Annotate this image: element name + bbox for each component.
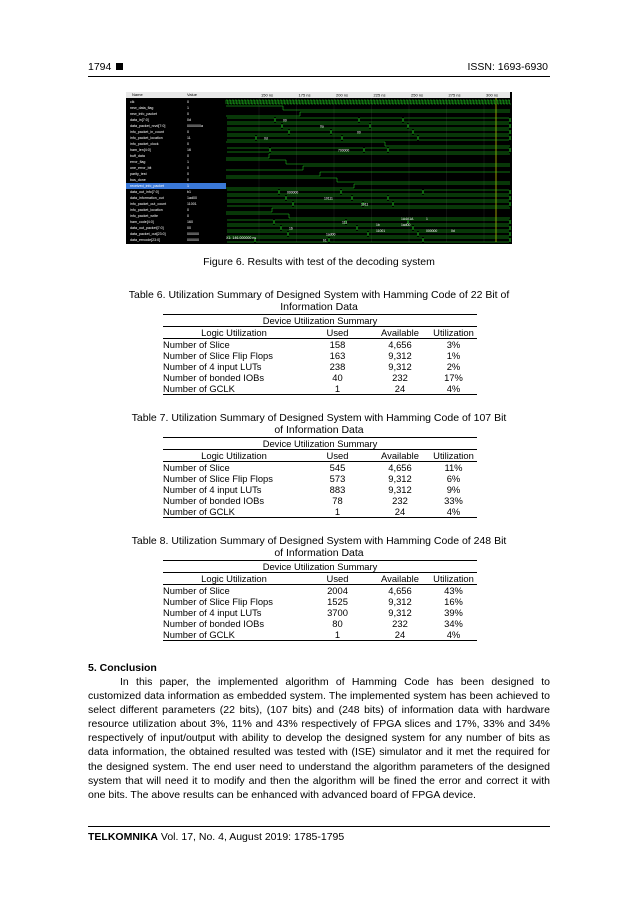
bus-value-label: 0d [264, 136, 268, 141]
table-cell: Number of GCLK [163, 383, 305, 395]
utilization-table [163, 437, 477, 518]
table-cell: 9,312 [388, 361, 412, 372]
signal-name: ham_len[4:0] [130, 148, 151, 152]
signal-name: info_packet_write [130, 214, 158, 218]
waveform-traces [126, 92, 512, 244]
sim-header-value: Value [187, 92, 197, 97]
table-cell: 4,656 [388, 585, 412, 596]
signal-name: parity_test [130, 172, 147, 176]
bus-trace [227, 148, 511, 152]
bus-value-label: 00 [283, 118, 287, 123]
table-row [163, 350, 477, 361]
table-cell: 34% [444, 618, 463, 629]
signal-value: b1 [187, 190, 191, 194]
table-cell: 3700 [327, 607, 348, 618]
signal-value: 1ad00 [187, 196, 197, 200]
bus-value-label: 1b [376, 223, 380, 227]
signal-name: ham_code[4:0] [130, 220, 154, 224]
signal-value: 0 [187, 130, 189, 134]
table-cell: 1 [305, 383, 370, 395]
column-header: Logic Utilization [163, 450, 305, 462]
table-cell: 545 [329, 462, 346, 473]
conclusion-paragraph: In this paper, the implemented algorithm of Hamming Code has been designed to customized data information as embedded system. The implemented system has been achieved to select different parameters (22 bits), (107 bits) and (248 bits) of information data with hardware resource utilization about 3%, 11% and 43% respectively of FPGA slices and 17%, 33% and 34% respectively of input/output with ability to develop the designed system for any number of bits as data information, the obtained resulted was tested with (ISE) simulator and it met the required for the designed system. The end user need to understand the algorithm parameters of the designed system that will need it to modify and then the algorithm will be fined the error and correct it with one bits. The above results can be enhanced with advanced board of FPGA device. [88, 676, 550, 801]
bus-value-label: 10111 [324, 196, 333, 201]
bit-trace [226, 166, 510, 170]
bit-trace [226, 178, 510, 182]
bus-value-label: 1011 [361, 202, 369, 207]
table-cell: 238 [329, 361, 346, 372]
table-caption: Table 8. Utilization Summary of Designed System with Hamming Code of 248 Bit of Information Data [131, 535, 507, 559]
bus-trace [227, 136, 511, 140]
sim-cursor-readout: X1: 146.000000 ns [226, 236, 257, 240]
table-cell: 24 [370, 629, 430, 641]
bit-trace [226, 172, 510, 176]
signal-value: 0d [187, 118, 191, 122]
bus-value-label: 16 [289, 226, 293, 231]
signal-name: error_flag [130, 160, 146, 164]
bus-trace [227, 130, 511, 134]
table-row [163, 596, 477, 607]
bus-value-label: 111 [342, 220, 348, 225]
signal-value: 0 [187, 178, 189, 182]
table-cell: 24 [370, 506, 430, 518]
table-cell: 1 [305, 506, 370, 518]
bit-trace [226, 106, 510, 110]
table-cell: 2% [446, 361, 461, 372]
signal-name: info_packet_out_count [130, 202, 167, 206]
table-cell: 80 [332, 618, 343, 629]
signal-value: 1 [187, 106, 189, 110]
table-cell: 4% [430, 629, 477, 641]
bus-value-label: 1ad00 [401, 223, 411, 227]
section-heading: 5. Conclusion [88, 662, 157, 674]
table-cell: 43% [444, 585, 463, 596]
signal-value: 0 [187, 208, 189, 212]
table-cell: Number of 4 input LUTs [163, 607, 262, 618]
bus-value-label: 000000 [287, 190, 299, 195]
bus-trace [227, 220, 511, 224]
bus-trace [227, 238, 511, 242]
signal-name: one_error_bit [130, 166, 152, 170]
table-summary-title: Device Utilization Summary [163, 315, 477, 327]
table-cell: 3% [446, 339, 461, 350]
bus-value-label: b1 [323, 238, 327, 243]
bus-value-label: 00 [357, 130, 361, 135]
bus-value-label: 700000 [338, 148, 350, 153]
table-row [163, 372, 477, 383]
signal-name: bus_done [130, 178, 146, 182]
table-cell: 1 [305, 629, 370, 641]
footer-rule [88, 826, 550, 827]
signal-value: 00 [187, 226, 191, 230]
table-cell: 24 [370, 383, 430, 395]
time-marker-label: 275 ns [448, 92, 461, 98]
column-header: Logic Utilization [163, 573, 305, 585]
signal-name: buff_data [130, 154, 145, 158]
signal-value: 11 [187, 136, 191, 140]
signal-name: data_out_packet[7:0] [130, 226, 164, 230]
table-row [163, 383, 477, 395]
signal-name: new_info_packet [130, 112, 157, 116]
table-cell: 4% [430, 506, 477, 518]
table-cell: Number of GCLK [163, 506, 305, 518]
signal-name: new_data_flag [130, 106, 154, 110]
time-marker-label: 250 ns [411, 92, 424, 98]
time-marker-label: 225 ns [373, 92, 386, 98]
signal-name: info_packet_clock [130, 142, 159, 146]
bit-trace [226, 184, 510, 188]
table-row [163, 462, 477, 474]
column-header: Used [305, 573, 370, 585]
signal-name: data_errcode[23:0] [130, 238, 161, 242]
table-cell: 158 [329, 339, 346, 350]
signal-value: 0 [187, 214, 189, 218]
bus-value-label: 000000 [426, 229, 438, 233]
bit-trace [226, 160, 510, 164]
bus-value-label: 1 [426, 217, 428, 221]
table-cell: Number of 4 input LUTs [163, 484, 262, 495]
table-row [163, 473, 477, 484]
signal-value: 1 [187, 184, 189, 188]
signal-name: received_info_packet [130, 184, 164, 188]
column-header: Available [370, 450, 430, 462]
page-number: 1794 [88, 61, 123, 73]
signal-name: data_information_out [130, 196, 164, 200]
table-cell: 40 [332, 372, 343, 383]
column-header: Logic Utilization [163, 327, 305, 339]
bus-value-label: 1A4A1A [401, 217, 414, 221]
table-cell: 4% [430, 383, 477, 395]
signal-name: data_out_info[7:0] [130, 190, 159, 194]
table-cell: 9,312 [388, 484, 412, 495]
signal-value: 0 [187, 100, 189, 104]
table-row [163, 495, 477, 506]
journal-citation: Vol. 17, No. 4, August 2019: 1785-1795 [160, 831, 345, 843]
time-marker-label: 175 ns [298, 92, 311, 98]
signal-value: 1 [187, 160, 189, 164]
bus-trace [227, 118, 511, 122]
table-cell: 883 [329, 484, 346, 495]
table-cell: 1% [446, 350, 461, 361]
bus-value-label: 11001 [376, 229, 386, 233]
bus-trace [227, 190, 511, 194]
table-cell: 232 [392, 495, 408, 506]
table-cell: Number of Slice Flip Flops [163, 473, 273, 484]
table-cell: Number of bonded IOBs [163, 372, 265, 383]
signal-value: 0 [187, 172, 189, 176]
bit-trace [226, 112, 510, 116]
time-marker-label: 300 ns [486, 92, 499, 98]
table-cell: Number of 4 input LUTs [163, 361, 262, 372]
table-row [163, 484, 477, 495]
signal-value: 0 [187, 166, 189, 170]
table-row [163, 607, 477, 618]
table-row [163, 618, 477, 629]
signal-name: clk [130, 100, 135, 104]
sim-header-name: Name [132, 92, 143, 97]
bus-value-label: 0a [320, 124, 324, 129]
column-header: Utilization [430, 450, 477, 462]
table-cell: 78 [332, 495, 343, 506]
table-cell: Number of GCLK [163, 629, 305, 641]
signal-name: data_in[7:0] [130, 118, 149, 122]
column-header: Available [370, 573, 430, 585]
bus-trace [227, 232, 511, 236]
table-cell: 2004 [327, 585, 348, 596]
column-header: Utilization [430, 327, 477, 339]
table-cell: Number of Slice [163, 339, 230, 350]
table-row [163, 506, 477, 518]
signal-value: 16 [187, 148, 191, 152]
table-cell: 9,312 [388, 596, 412, 607]
table-cell: 9,312 [388, 607, 412, 618]
table-caption: Table 7. Utilization Summary of Designed System with Hamming Code of 107 Bit of Information Data [131, 412, 507, 436]
column-header: Used [305, 450, 370, 462]
table-cell: 39% [444, 607, 463, 618]
bit-trace [226, 214, 510, 218]
table-row [163, 585, 477, 597]
journal-name: TELKOMNIKA [88, 831, 158, 843]
table-cell: 33% [444, 495, 463, 506]
table-cell: 1525 [327, 596, 348, 607]
clock-trace [226, 100, 511, 104]
column-header: Used [305, 327, 370, 339]
utilization-table [163, 314, 477, 395]
signal-value: 000000 [187, 232, 199, 236]
table-cell: Number of Slice Flip Flops [163, 596, 273, 607]
table-cell: Number of Slice Flip Flops [163, 350, 273, 361]
signal-value: 0000000a [187, 124, 203, 128]
time-marker-label: 200 ns [336, 92, 349, 98]
table-summary-title: Device Utilization Summary [163, 561, 477, 573]
table-cell: Number of Slice [163, 462, 230, 473]
signal-name: info_packet_location [130, 208, 163, 212]
table-cell: 573 [329, 473, 346, 484]
header-rule [88, 76, 550, 77]
table-caption: Table 6. Utilization Summary of Designed System with Hamming Code of 22 Bit of Information Data [128, 289, 510, 313]
table-cell: 4,656 [388, 462, 412, 473]
figure-caption: Figure 6. Results with test of the decoding system [203, 256, 435, 268]
table-cell: 6% [446, 473, 461, 484]
bit-trace [226, 154, 510, 158]
table-cell: Number of bonded IOBs [163, 495, 265, 506]
bus-trace [227, 202, 511, 206]
signal-name: data_packet_rcvd[7:0] [130, 124, 166, 128]
signal-value: 0 [187, 154, 189, 158]
bus-trace [227, 196, 511, 200]
table-cell: 232 [392, 618, 408, 629]
signal-name: data_packet_out[23:0] [130, 232, 166, 236]
bus-value-label: 1ad00 [326, 232, 336, 237]
signal-name: info_packet_location [130, 136, 163, 140]
table-cell: Number of Slice [163, 585, 230, 596]
table-cell: 232 [392, 372, 408, 383]
table-cell: 4,656 [388, 339, 412, 350]
table-row [163, 339, 477, 351]
utilization-table [163, 560, 477, 641]
signal-name: info_packet_in_count [130, 130, 164, 134]
bus-value-label: 0d [451, 229, 455, 233]
signal-value: 160 [187, 220, 193, 224]
bus-trace [227, 226, 511, 230]
table-cell: 9% [446, 484, 461, 495]
signal-value: 000000 [187, 238, 199, 242]
simulation-waveform-figure [126, 92, 512, 244]
signal-value: 11001 [187, 202, 197, 206]
table-cell: 16% [444, 596, 463, 607]
table-summary-title: Device Utilization Summary [163, 438, 477, 450]
table-cell: Number of bonded IOBs [163, 618, 265, 629]
column-header: Utilization [430, 573, 477, 585]
square-bullet-icon [116, 63, 123, 70]
table-cell: 11% [444, 462, 463, 473]
issn: ISSN: 1693-6930 [467, 61, 548, 73]
bit-trace [226, 142, 510, 146]
footer-citation [88, 831, 344, 843]
table-row [163, 361, 477, 372]
time-marker-label: 150 ns [261, 92, 274, 98]
table-cell: 17% [444, 372, 463, 383]
bit-trace [226, 208, 510, 212]
signal-value: 0 [187, 142, 189, 146]
table-cell: 163 [329, 350, 346, 361]
signal-value: 0 [187, 112, 189, 116]
table-cell: 9,312 [388, 350, 412, 361]
table-row [163, 629, 477, 641]
table-cell: 9,312 [388, 473, 412, 484]
bus-trace [227, 124, 511, 128]
column-header: Available [370, 327, 430, 339]
